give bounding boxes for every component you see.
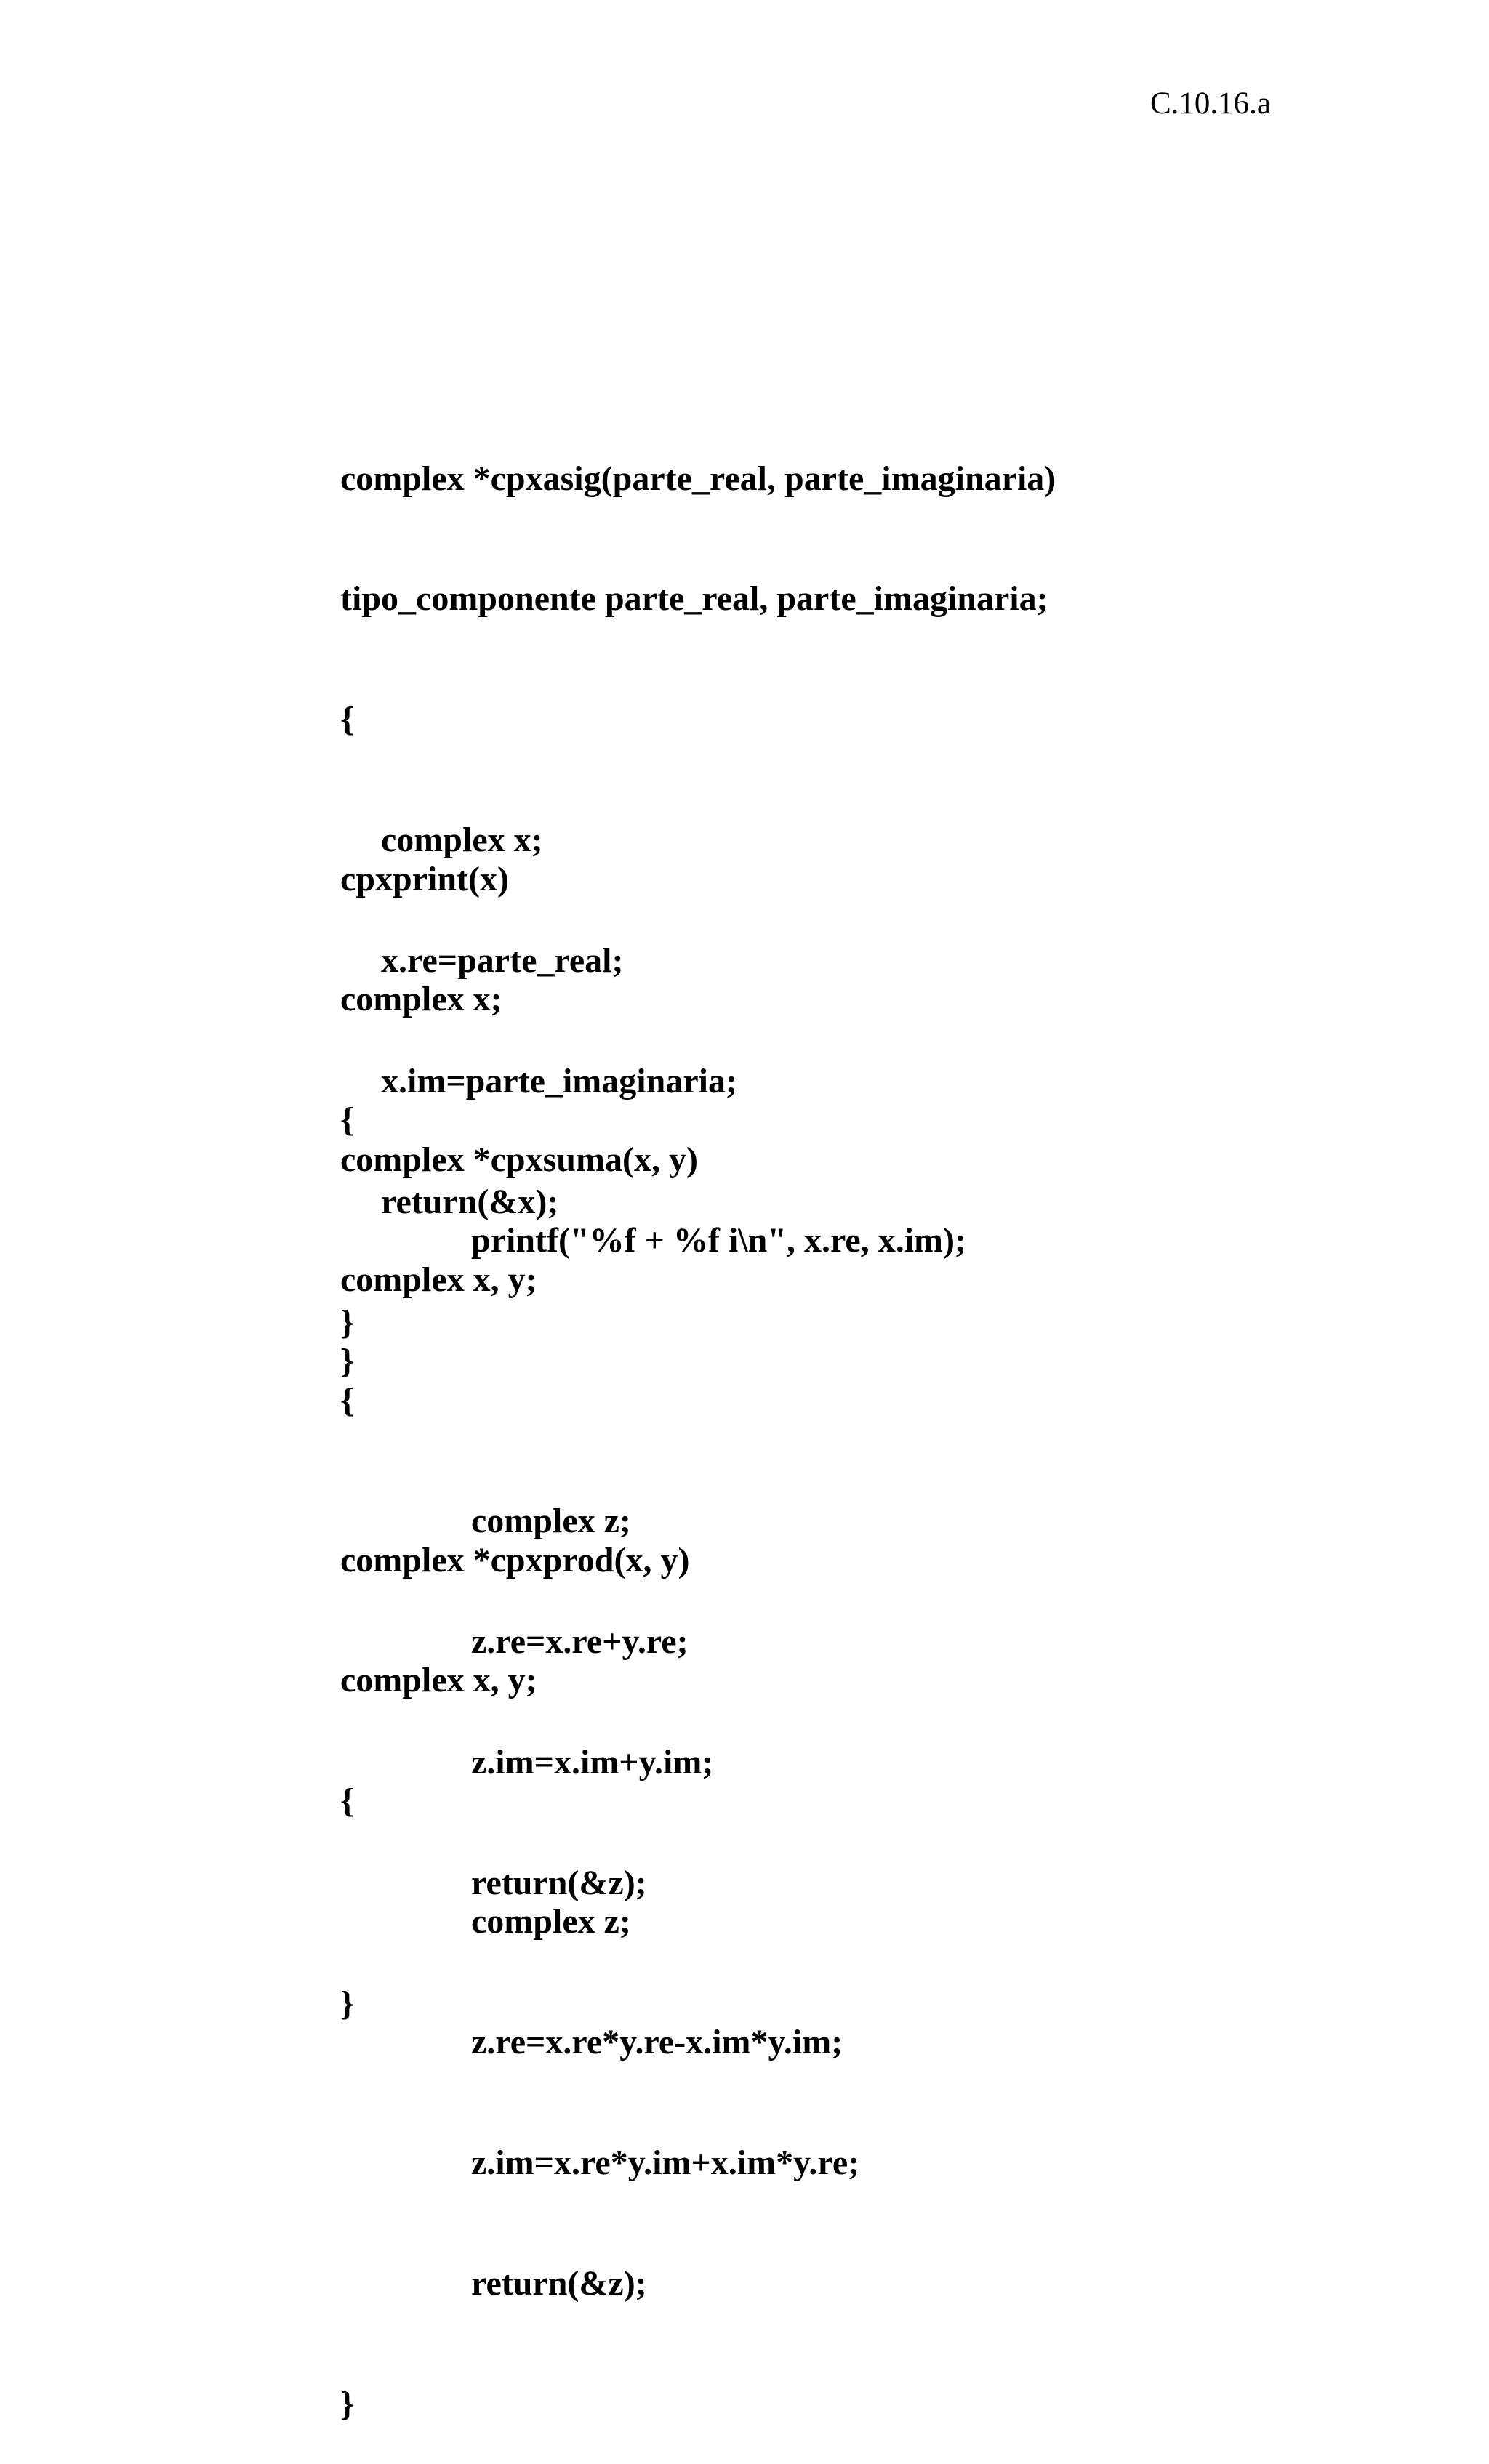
code-line: complex z; [471,1502,631,1541]
code-line: complex x; [340,980,502,1019]
code-line: x.im=parte_imaginaria; [381,1062,737,1101]
code-line: { [340,1781,354,1821]
code-line: complex x; [381,821,543,860]
code-line: printf("%f + %f i\n", x.re, x.im); [471,1221,966,1260]
code-line: { [340,700,354,739]
code-line: return(&z); [471,1863,647,1902]
code-line: return(&x); [381,1182,559,1221]
code-block-cpxprod [340,1460,859,2464]
code-line: { [340,1381,354,1420]
code-line: } [340,2384,354,2423]
code-line: z.re=x.re+y.re; [471,1622,689,1662]
code-line: complex *cpxprod(x, y) [340,1540,690,1579]
code-line: x.re=parte_real; [381,941,624,981]
code-line: } [340,1303,354,1342]
page-id: C.10.16.a [1150,86,1272,121]
code-line: tipo_componente parte_real, parte_imaginaria; [340,579,1048,619]
code-line: } [340,1984,354,2023]
code-line: complex x, y; [340,1661,537,1700]
code-line: complex *cpxsuma(x, y) [340,1140,698,1179]
code-line: complex z; [471,1902,631,1941]
code-line: return(&z); [471,2263,647,2303]
code-line: complex x, y; [340,1260,537,1300]
code-line: { [340,1100,354,1140]
code-line: z.re=x.re*y.re-x.im*y.im; [471,2023,843,2062]
code-line: cpxprint(x) [340,859,509,898]
code-line: complex *cpxasig(parte_real, parte_imaginaria) [340,459,1056,498]
code-line: } [340,1342,354,1381]
code-line: z.im=x.re*y.im+x.im*y.re; [471,2143,860,2183]
code-line: z.im=x.im+y.im; [471,1743,714,1782]
